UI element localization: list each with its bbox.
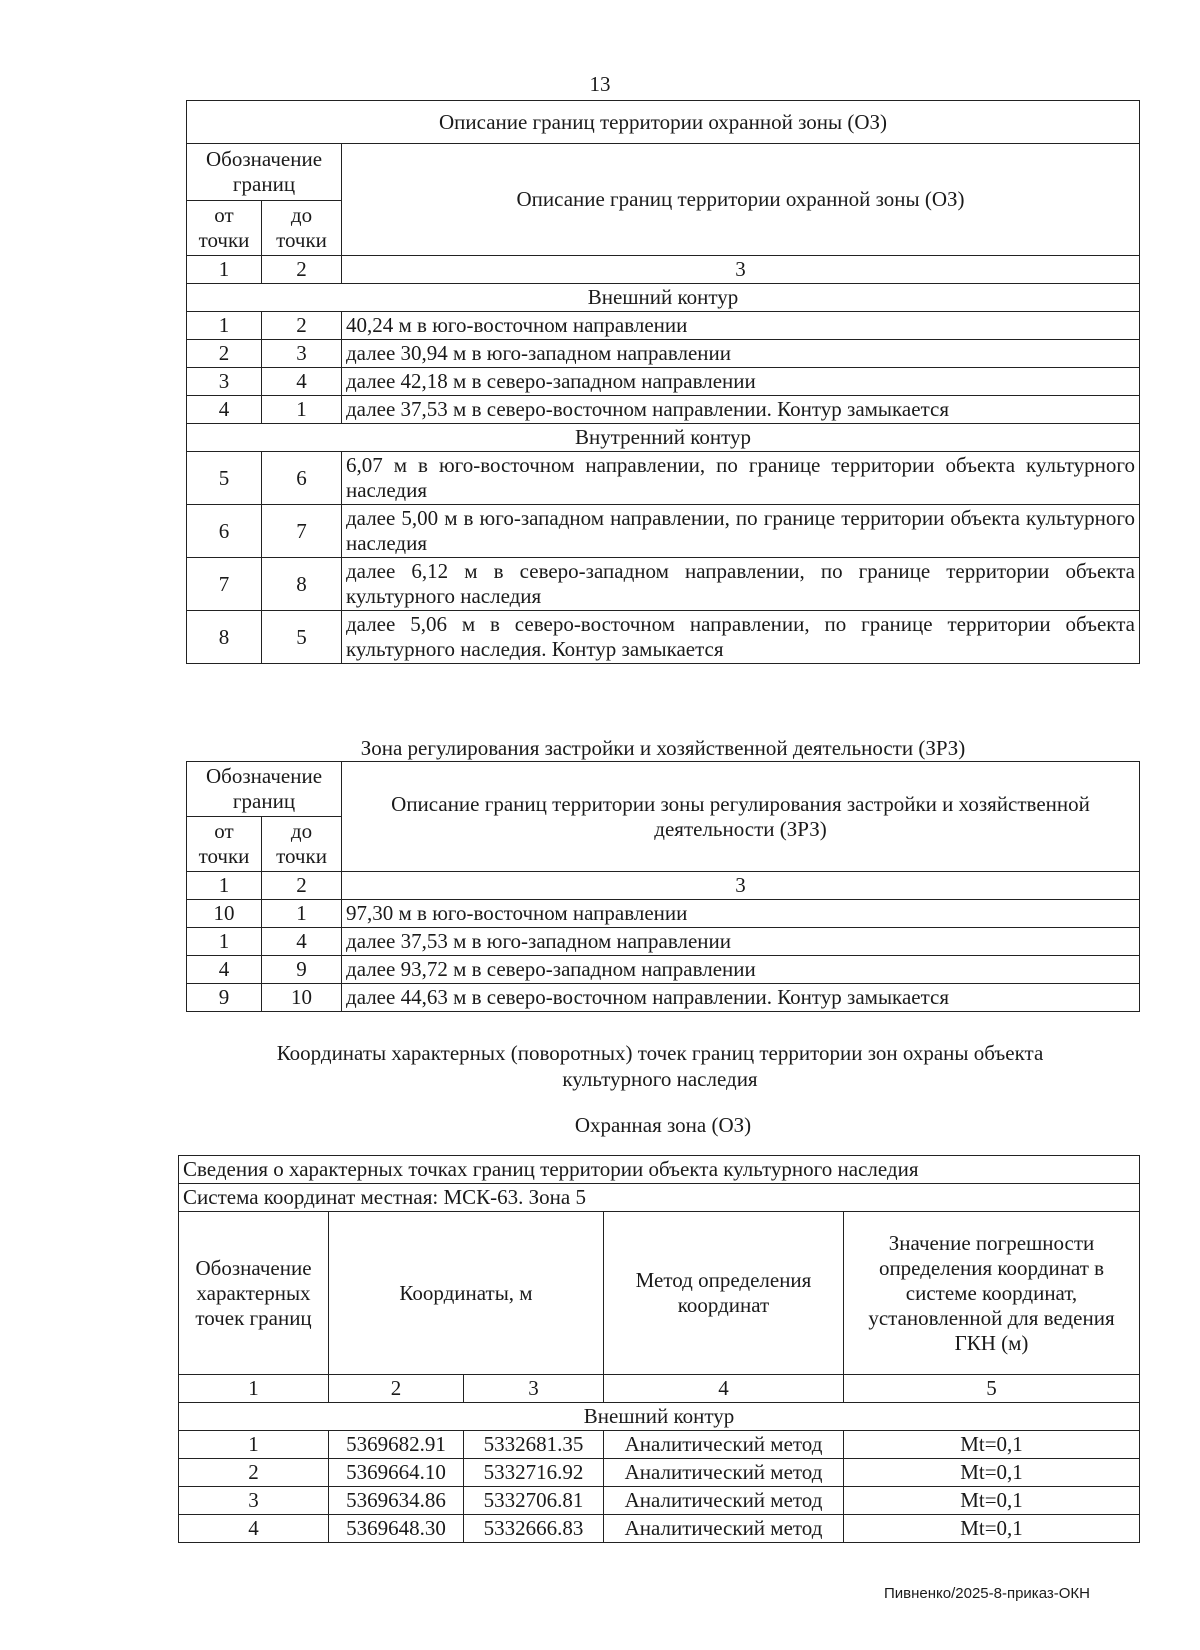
row-from: 3 bbox=[187, 368, 262, 396]
row-from: 9 bbox=[187, 984, 262, 1012]
table-row bbox=[179, 1515, 1140, 1543]
row-method: Аналитический метод bbox=[604, 1515, 844, 1543]
oz-head-from: от точки bbox=[187, 201, 262, 256]
zrz-description-table bbox=[186, 761, 1140, 1012]
coords-head-coords: Координаты, м bbox=[329, 1212, 604, 1375]
zrz-head-description: Описание границ территории зоны регулирования застройки и хозяйственной деятельности (ЗРЗ) bbox=[342, 762, 1140, 872]
row-description: далее 44,63 м в северо-восточном направлении. Контур замыкается bbox=[342, 984, 1140, 1012]
table-row bbox=[187, 396, 1140, 424]
table-row bbox=[187, 900, 1140, 928]
oz-table-block bbox=[186, 100, 1140, 664]
row-from: 8 bbox=[187, 611, 262, 664]
row-error: Mt=0,1 bbox=[844, 1515, 1140, 1543]
row-to: 10 bbox=[262, 984, 342, 1012]
zrz-col-num-3: 3 bbox=[342, 872, 1140, 900]
coords-head-error: Значение погрешности определения координат в системе координат, установленной для ведения ГКН (м) bbox=[844, 1212, 1140, 1375]
oz-heading: Охранная зона (ОЗ) bbox=[574, 1113, 752, 1137]
page-number: 13 bbox=[589, 72, 611, 96]
row-description: далее 93,72 м в северо-западном направлении bbox=[342, 956, 1140, 984]
row-description: далее 30,94 м в юго-западном направлении bbox=[342, 340, 1140, 368]
table-row bbox=[187, 984, 1140, 1012]
row-description: далее 37,53 м в северо-восточном направлении. Контур замыкается bbox=[342, 396, 1140, 424]
table-row bbox=[187, 368, 1140, 396]
table-row bbox=[179, 1431, 1140, 1459]
oz-head-designation: Обозначение границ bbox=[187, 144, 342, 201]
row-to: 7 bbox=[262, 505, 342, 558]
zrz-table-block bbox=[186, 735, 1140, 1012]
coords-info: Сведения о характерных точках границ территории объекта культурного наследия bbox=[179, 1156, 1140, 1184]
row-description: далее 5,06 м в северо-восточном направлении, по границе территории объекта культурного наследия. Контур замыкается bbox=[342, 611, 1140, 664]
row-from: 1 bbox=[187, 928, 262, 956]
row-to: 3 bbox=[262, 340, 342, 368]
row-to: 1 bbox=[262, 396, 342, 424]
oz-outer-contour-label: Внешний контур bbox=[187, 284, 1140, 312]
coords-outer-contour-label: Внешний контур bbox=[179, 1403, 1140, 1431]
table-row bbox=[179, 1487, 1140, 1515]
row-y: 5332666.83 bbox=[464, 1515, 604, 1543]
coords-table bbox=[178, 1155, 1140, 1543]
oz-description-table bbox=[186, 100, 1140, 664]
zrz-title: Зона регулирования застройки и хозяйственной деятельности (ЗРЗ) bbox=[360, 736, 966, 760]
row-to: 8 bbox=[262, 558, 342, 611]
oz-inner-contour-label: Внутренний контур bbox=[187, 424, 1140, 452]
table-row bbox=[187, 452, 1140, 505]
row-method: Аналитический метод bbox=[604, 1431, 844, 1459]
oz-head-to: до точки bbox=[262, 201, 342, 256]
coords-table-block bbox=[178, 1155, 1140, 1543]
table-row bbox=[179, 1459, 1140, 1487]
row-x: 5369682.91 bbox=[329, 1431, 464, 1459]
row-to: 5 bbox=[262, 611, 342, 664]
oz-col-num-3: 3 bbox=[342, 256, 1140, 284]
row-description: далее 37,53 м в юго-западном направлении bbox=[342, 928, 1140, 956]
zrz-head-to: до точки bbox=[262, 817, 342, 872]
table-row bbox=[187, 340, 1140, 368]
row-y: 5332706.81 bbox=[464, 1487, 604, 1515]
row-description: далее 5,00 м в юго-западном направлении, по границе территории объекта культурного наследия bbox=[342, 505, 1140, 558]
table-row bbox=[187, 558, 1140, 611]
oz-table-title: Описание границ территории охранной зоны (ОЗ) bbox=[187, 101, 1140, 144]
document-footer: Пивненко/2025-8-приказ-ОКН bbox=[883, 1585, 1090, 1602]
coords-col-num-4: 4 bbox=[604, 1375, 844, 1403]
oz-col-num-1: 1 bbox=[187, 256, 262, 284]
table-row bbox=[187, 505, 1140, 558]
row-error: Mt=0,1 bbox=[844, 1487, 1140, 1515]
row-to: 2 bbox=[262, 312, 342, 340]
coords-head-method: Метод определения координат bbox=[604, 1212, 844, 1375]
row-y: 5332681.35 bbox=[464, 1431, 604, 1459]
row-from: 4 bbox=[187, 956, 262, 984]
row-from: 10 bbox=[187, 900, 262, 928]
row-to: 4 bbox=[262, 928, 342, 956]
row-x: 5369648.30 bbox=[329, 1515, 464, 1543]
row-description: 40,24 м в юго-восточном направлении bbox=[342, 312, 1140, 340]
row-error: Mt=0,1 bbox=[844, 1431, 1140, 1459]
row-description: далее 42,18 м в северо-западном направлении bbox=[342, 368, 1140, 396]
row-to: 4 bbox=[262, 368, 342, 396]
zrz-col-num-2: 2 bbox=[262, 872, 342, 900]
row-y: 5332716.92 bbox=[464, 1459, 604, 1487]
row-point: 2 bbox=[179, 1459, 329, 1487]
coords-col-num-5: 5 bbox=[844, 1375, 1140, 1403]
row-description: 6,07 м в юго-восточном направлении, по границе территории объекта культурного наследия bbox=[342, 452, 1140, 505]
row-to: 6 bbox=[262, 452, 342, 505]
coords-system: Система координат местная: МСК-63. Зона 5 bbox=[179, 1184, 1140, 1212]
row-error: Mt=0,1 bbox=[844, 1459, 1140, 1487]
row-from: 4 bbox=[187, 396, 262, 424]
row-x: 5369664.10 bbox=[329, 1459, 464, 1487]
table-row bbox=[187, 956, 1140, 984]
table-row bbox=[187, 611, 1140, 664]
oz-col-num-2: 2 bbox=[262, 256, 342, 284]
row-point: 1 bbox=[179, 1431, 329, 1459]
row-from: 2 bbox=[187, 340, 262, 368]
row-to: 9 bbox=[262, 956, 342, 984]
table-row bbox=[187, 312, 1140, 340]
row-point: 4 bbox=[179, 1515, 329, 1543]
row-description: далее 6,12 м в северо-западном направлении, по границе территории объекта культурного наследия bbox=[342, 558, 1140, 611]
zrz-col-num-1: 1 bbox=[187, 872, 262, 900]
row-to: 1 bbox=[262, 900, 342, 928]
row-method: Аналитический метод bbox=[604, 1459, 844, 1487]
zrz-head-from: от точки bbox=[187, 817, 262, 872]
row-from: 6 bbox=[187, 505, 262, 558]
coords-col-num-1: 1 bbox=[179, 1375, 329, 1403]
coords-col-num-3: 3 bbox=[464, 1375, 604, 1403]
row-method: Аналитический метод bbox=[604, 1487, 844, 1515]
oz-head-description: Описание границ территории охранной зоны (ОЗ) bbox=[342, 144, 1140, 256]
row-point: 3 bbox=[179, 1487, 329, 1515]
row-description: 97,30 м в юго-восточном направлении bbox=[342, 900, 1140, 928]
coords-heading: Координаты характерных (поворотных) точек границ территории зон охраны объекта культурного наследия bbox=[276, 1041, 1044, 1091]
coords-head-points: Обозначение характерных точек границ bbox=[179, 1212, 329, 1375]
coords-col-num-2: 2 bbox=[329, 1375, 464, 1403]
table-row bbox=[187, 928, 1140, 956]
zrz-head-designation: Обозначение границ bbox=[187, 762, 342, 817]
row-from: 1 bbox=[187, 312, 262, 340]
row-from: 7 bbox=[187, 558, 262, 611]
row-from: 5 bbox=[187, 452, 262, 505]
row-x: 5369634.86 bbox=[329, 1487, 464, 1515]
